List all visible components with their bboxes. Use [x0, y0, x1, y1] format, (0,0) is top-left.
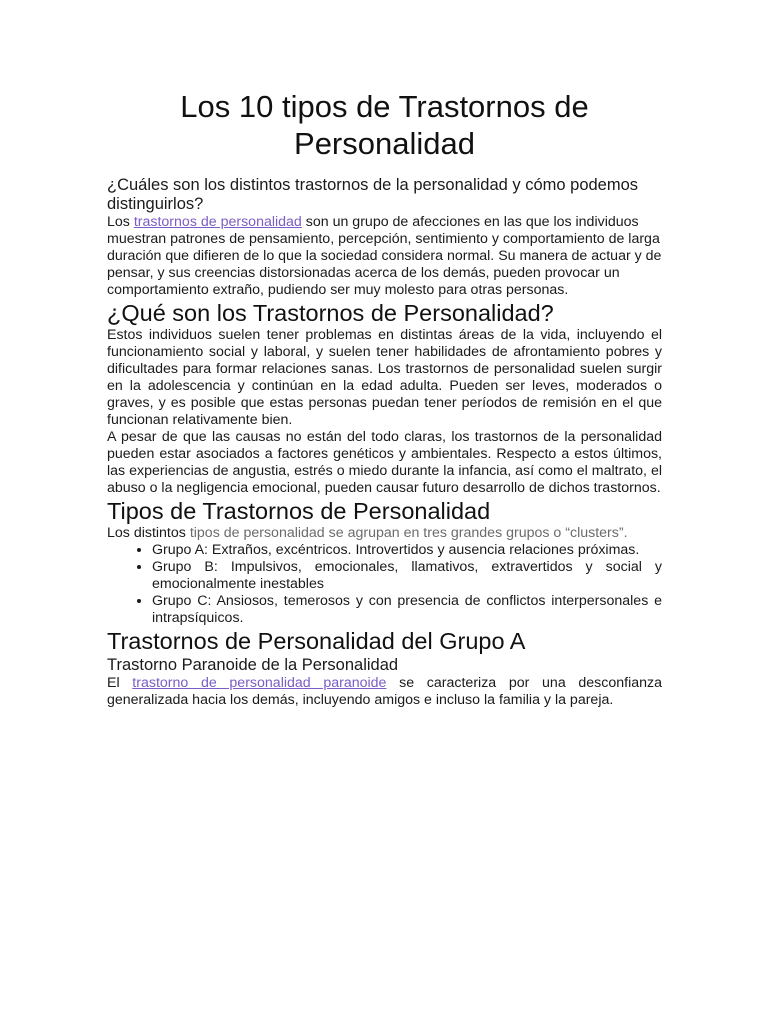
- section-heading-group-a: Trastornos de Personalidad del Grupo A: [107, 628, 526, 654]
- subheading-paranoid: Trastorno Paranoide de la Personalidad: [107, 656, 399, 674]
- section1-paragraph-1: Estos individuos suelen tener problemas en distintas áreas de la vida, incluyendo el funcionamiento social y laboral, y suelen tener habilidades de afrontamiento pobres y dificultades para formar relaciones sanas. Los trastornos de personalidad suelen surgir en la adolescencia y continúan en la edad adulta. Pueden ser leves, moderados o graves, y es posible que estas personas puedan tener períodos de remisión en el que funcionan relativamente bien.: [107, 327, 662, 428]
- paranoid-paragraph: [107, 675, 662, 709]
- intro-paragraph: [107, 214, 662, 299]
- intro-prefix: Los: [107, 214, 134, 230]
- paranoid-suffix: se caracteriza por una desconfianza generalizada hacia los demás, incluyendo amigos e incluso la familia y la pareja.: [107, 675, 662, 708]
- section1-paragraph-2: A pesar de que las causas no están del todo claras, los trastornos de la personalidad pueden estar asociados a factores genéticos y ambientales. Respecto a estos últimos, las experiencias de angustia, estrés o miedo durante la infancia, así como el maltrato, el abuso o la negligencia emocional, pueden causar futuro desarrollo de dichos trastornos.: [107, 429, 662, 496]
- groups-list: [107, 542, 662, 627]
- section-heading-types: Tipos de Trastornos de Personalidad: [107, 498, 491, 524]
- personality-disorders-link[interactable]: trastornos de personalidad: [133, 214, 302, 230]
- types-intro: [107, 525, 662, 542]
- section-heading-what-are: ¿Qué son los Trastornos de Personalidad?: [107, 300, 554, 326]
- list-item-group-c: • Grupo C: Ansiosos, temerosos y con presencia de conflictos interpersonales e intrapsíquicos.: [152, 593, 662, 627]
- intro-suffix: son un grupo de afecciones en las que los individuos muestran patrones de pensamiento, percepción, sentimiento y comportamiento de larga duración que difieren de lo que la sociedad considera normal. Su manera de actuar y de pensar, y sus creencias distorsionadas acerca de los demás, pueden provocar un comportamiento extraño, pudiendo ser muy molesto para otras personas.: [107, 214, 662, 298]
- document-page: [107, 0, 662, 709]
- types-intro-light: tipos de personalidad se agrupan en tres grandes grupos o “clusters”.: [185, 525, 628, 541]
- list-item-group-a: • Grupo A: Extraños, excéntricos. Introvertidos y ausencia relaciones próximas.: [152, 542, 662, 559]
- page-subtitle: ¿Cuáles son los distintos trastornos de la personalidad y cómo podemos distinguirlos?: [107, 176, 639, 213]
- types-intro-dark: Los distintos: [107, 525, 186, 541]
- paranoid-prefix: El: [107, 675, 133, 691]
- page-title: Los 10 tipos de Trastornos de Personalidad: [180, 89, 589, 161]
- paranoid-disorder-link[interactable]: trastorno de personalidad paranoide: [132, 675, 387, 691]
- list-item-group-b: • Grupo B: Impulsivos, emocionales, llamativos, extravertidos y social y emocionalmente inestables: [152, 559, 662, 593]
